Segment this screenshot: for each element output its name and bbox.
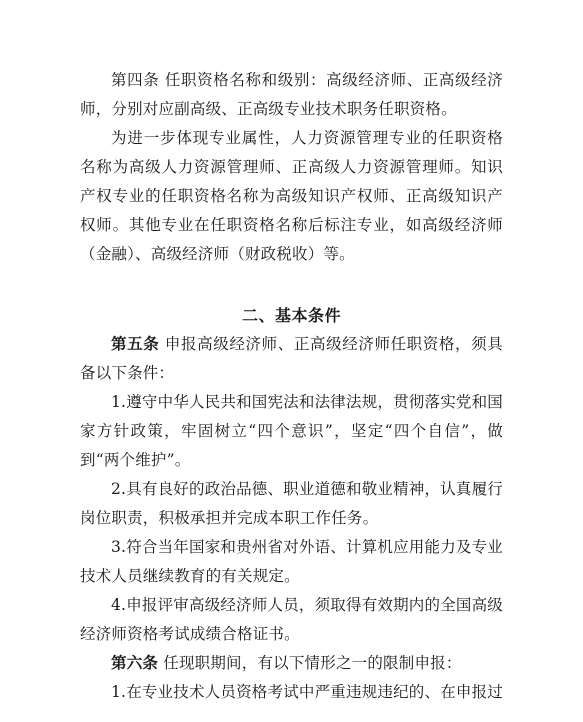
- paragraph-hr-naming: 为进一步体现专业属性，人力资源管理专业的任职资格名称为高级人力资源管理师、正高级人力资源管理师。知识产权专业的任职资格名称为高级知识产权师、正高级知识产权师。其他专业在任职资格名称后标注专业，如高级经济师（金融）、高级经济师（财政税收）等。: [80, 129, 503, 263]
- article-6-text: 任现职期间，有以下情形之一的限制申报：: [163, 654, 462, 672]
- condition-item-1: 1.遵守中华人民共和国宪法和法律法规，贯彻落实党和国家方针政策，牢固树立“四个意识”，坚定“四个自信”，做到“两个维护”。: [80, 393, 503, 469]
- condition-item-2: 2.具有良好的政治品德、职业道德和敬业精神，认真履行岗位职责，积极承担并完成本职工作任务。: [80, 480, 503, 527]
- article-6-lead: 第六条: [111, 654, 159, 672]
- article-5: [80, 330, 503, 388]
- article-5-text: 申报高级经济师、正高级经济师任职资格，须具备以下条件：: [80, 335, 503, 382]
- article-4: 第四条 任职资格名称和级别：高级经济师、正高级经济师，分别对应副高级、正高级专业技术职务任职资格。: [80, 71, 503, 118]
- section-heading-basic-conditions: 二、基本条件: [241, 306, 341, 325]
- restriction-item-1: 1.在专业技术人员资格考试中严重违规违纪的、在申报过: [111, 683, 503, 701]
- article-6: [80, 649, 503, 678]
- condition-item-3: 3.符合当年国家和贵州省对外语、计算机应用能力及专业技术人员继续教育的有关规定。: [80, 538, 503, 585]
- condition-item-4: 4.申报评审高级经济师人员，须取得有效期内的全国高级经济师资格考试成绩合格证书。: [80, 596, 503, 643]
- article-5-lead: 第五条: [111, 335, 160, 353]
